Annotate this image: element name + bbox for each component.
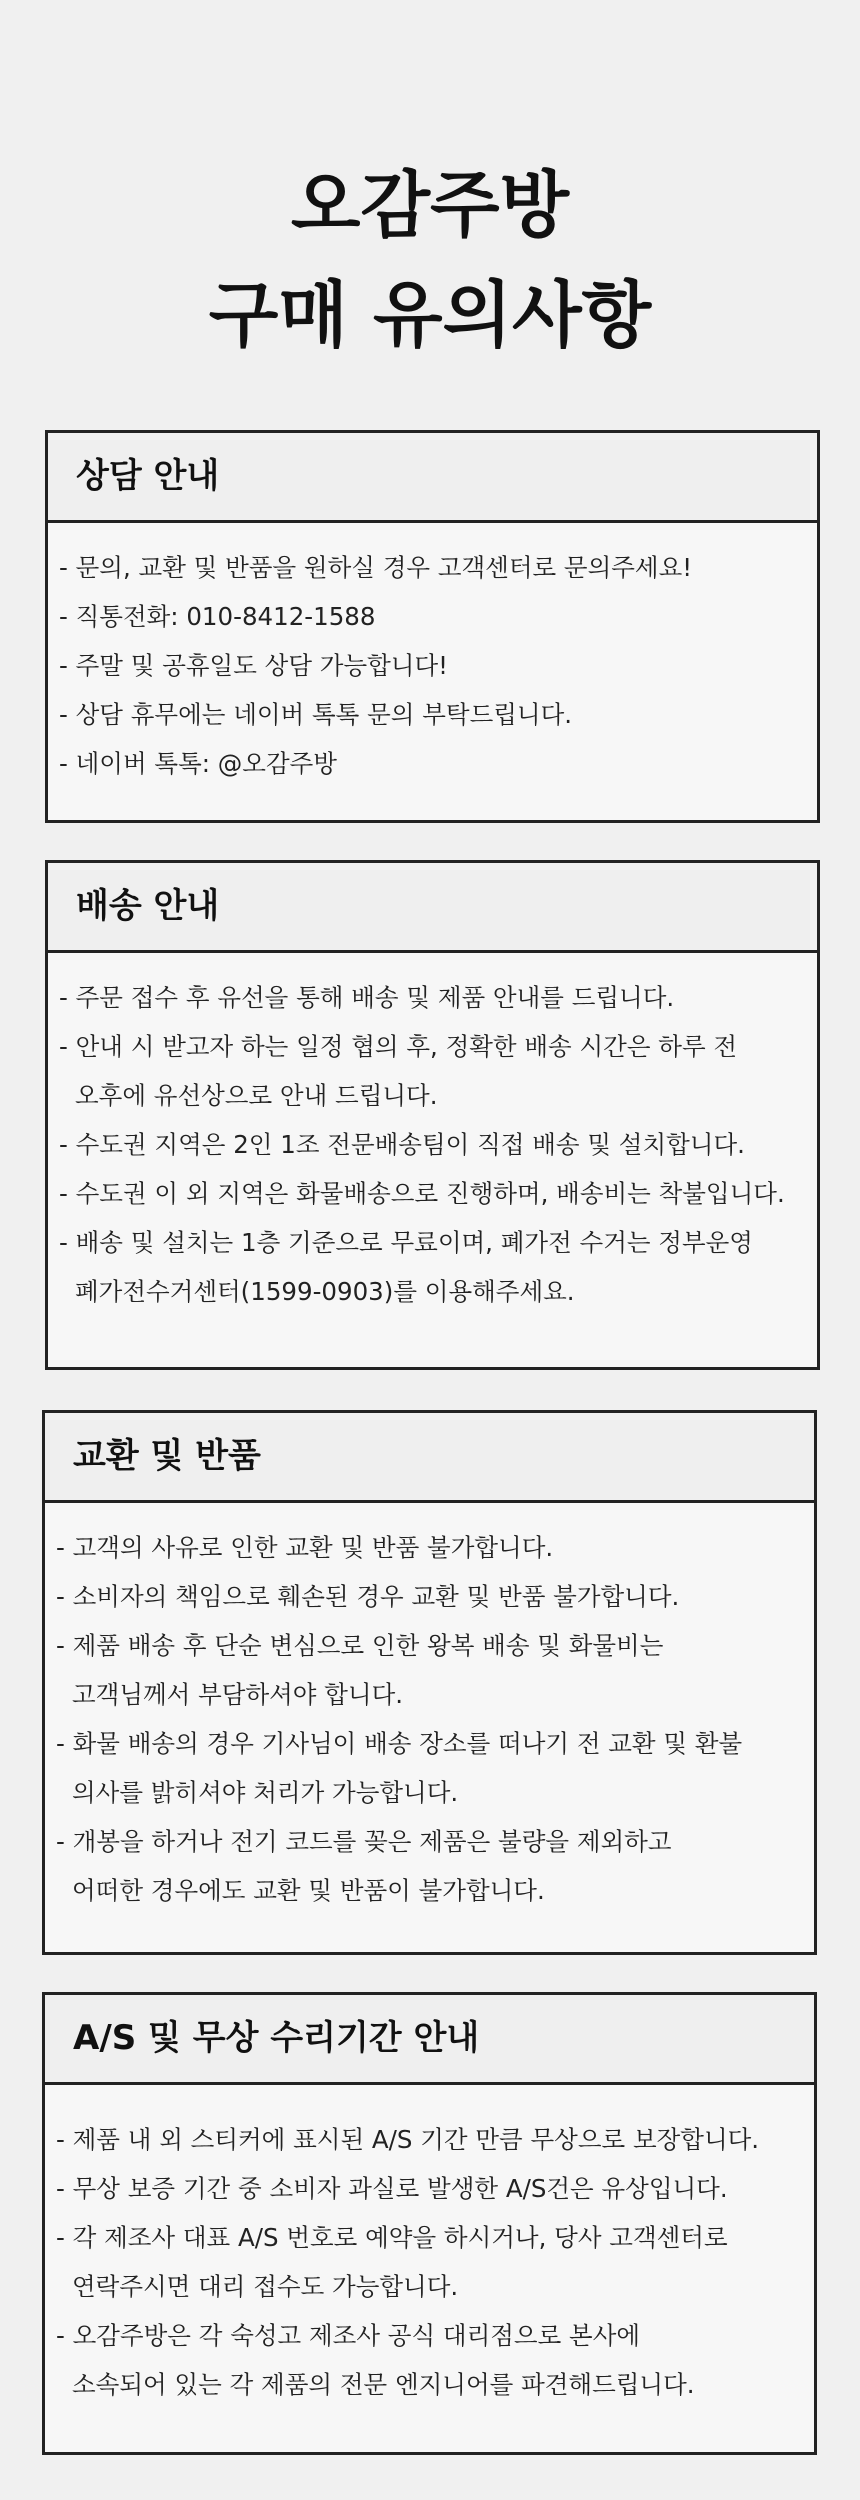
info-line: - 직통전화: 010-8412-1588 (59, 602, 376, 631)
info-line: - 상담 휴무에는 네이버 톡톡 문의 부탁드립니다. (59, 700, 573, 729)
section-body (48, 523, 817, 788)
info-line: - 무상 보증 기간 중 소비자 과실로 발생한 A/S건은 유상입니다. (56, 2174, 728, 2203)
section-body (45, 2085, 814, 2409)
info-line: - 화물 배송의 경우 기사님이 배송 장소를 떠나기 전 교환 및 환불 (56, 1729, 743, 1758)
info-line: 고객님께서 부담하셔야 합니다. (72, 1680, 404, 1709)
info-line: - 제품 배송 후 단순 변심으로 인한 왕복 배송 및 화물비는 (56, 1631, 664, 1660)
info-line: - 소비자의 책임으로 훼손된 경우 교환 및 반품 불가합니다. (56, 1582, 680, 1611)
info-line: - 수도권 지역은 2인 1조 전문배송팀이 직접 배송 및 설치합니다. (59, 1130, 745, 1159)
page-title: 오감주방 (290, 163, 570, 247)
warranty-section (42, 1992, 817, 2455)
info-line: - 문의, 교환 및 반품을 원하실 경우 고객센터로 문의주세요! (59, 553, 693, 582)
info-line: - 주문 접수 후 유선을 통해 배송 및 제품 안내를 드립니다. (59, 983, 675, 1012)
info-line: 소속되어 있는 각 제품의 전문 엔지니어를 파견해드립니다. (72, 2370, 695, 2399)
page-subtitle: 구매 유의사항 (208, 273, 652, 357)
info-line: 의사를 밝히셔야 처리가 가능합니다. (72, 1778, 459, 1807)
section-heading: 배송 안내 (48, 863, 817, 953)
section-heading: 교환 및 반품 (45, 1413, 814, 1503)
info-line: - 주말 및 공휴일도 상담 가능합니다! (59, 651, 448, 680)
info-line: 오후에 유선상으로 안내 드립니다. (75, 1081, 438, 1110)
exchange-return-section (42, 1410, 817, 1955)
consultation-section (45, 430, 820, 823)
section-body (48, 953, 817, 1316)
info-line: - 안내 시 받고자 하는 일정 협의 후, 정확한 배송 시간은 하루 전 (59, 1032, 738, 1061)
info-line: 연락주시면 대리 접수도 가능합니다. (72, 2272, 459, 2301)
info-line: - 고객의 사유로 인한 교환 및 반품 불가합니다. (56, 1533, 554, 1562)
info-line: - 오감주방은 각 숙성고 제조사 공식 대리점으로 본사에 (56, 2321, 641, 2350)
info-line: - 네이버 톡톡: @오감주방 (59, 749, 337, 778)
info-line: 어떠한 경우에도 교환 및 반품이 불가합니다. (72, 1876, 545, 1905)
info-line: - 각 제조사 대표 A/S 번호로 예약을 하시거나, 당사 고객센터로 (56, 2223, 728, 2252)
info-line: 폐가전수거센터(1599-0903)를 이용해주세요. (75, 1277, 575, 1306)
section-heading: A/S 및 무상 수리기간 안내 (45, 1995, 814, 2085)
delivery-section (45, 860, 820, 1370)
info-line: - 수도권 이 외 지역은 화물배송으로 진행하며, 배송비는 착불입니다. (59, 1179, 785, 1208)
info-line: - 배송 및 설치는 1층 기준으로 무료이며, 폐가전 수거는 정부운영 (59, 1228, 753, 1257)
section-heading: 상담 안내 (48, 433, 817, 523)
info-line: - 개봉을 하거나 전기 코드를 꽂은 제품은 불량을 제외하고 (56, 1827, 672, 1856)
info-line: - 제품 내 외 스티커에 표시된 A/S 기간 만큼 무상으로 보장합니다. (56, 2125, 760, 2154)
section-body (45, 1503, 814, 1915)
